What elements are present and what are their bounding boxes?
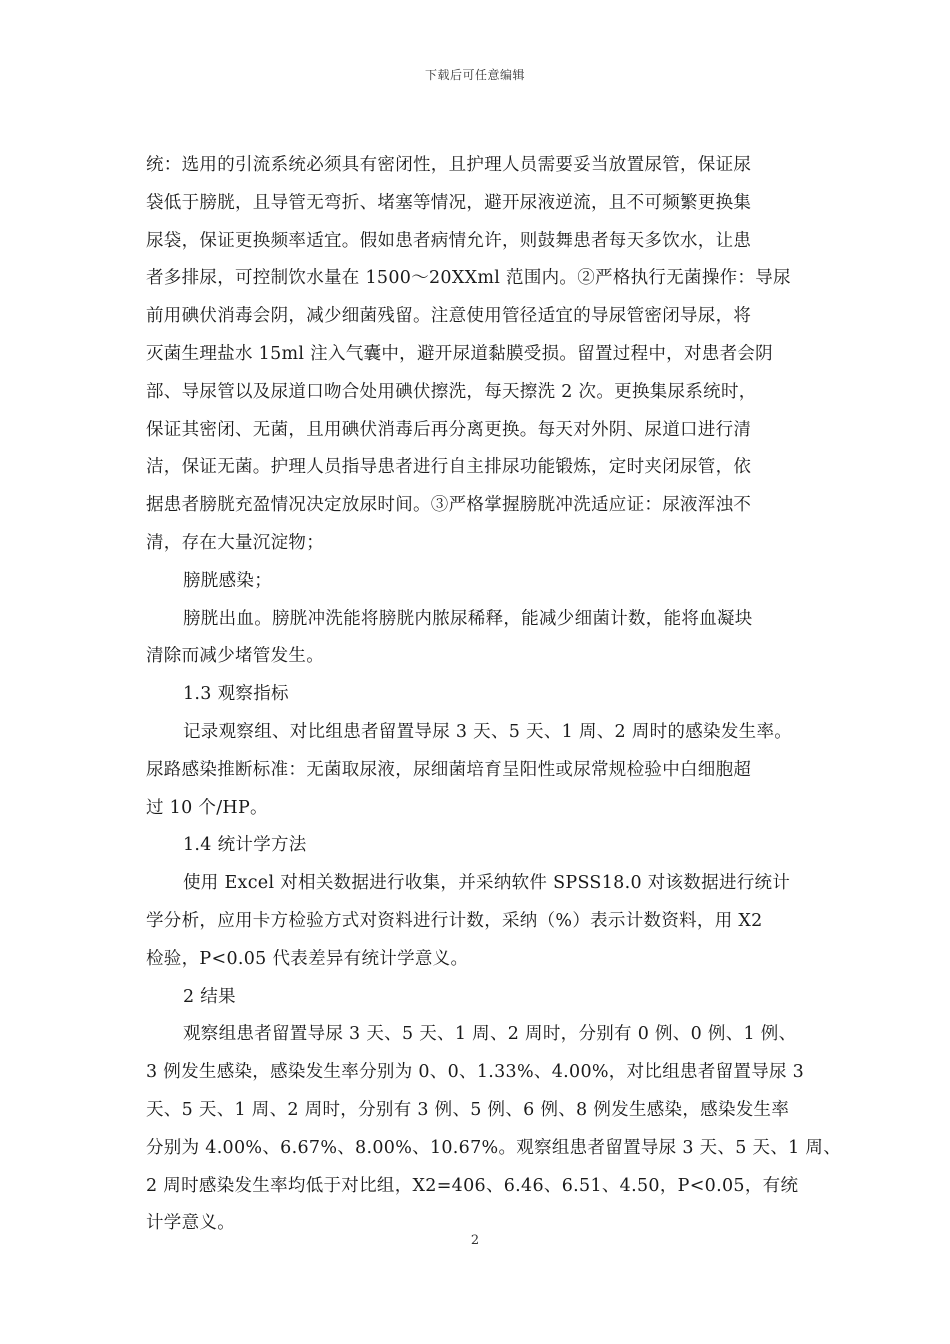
text-line: 使用 Excel 对相关数据进行收集，并采纳软件 SPSS18.0 对该数据进行统计: [183, 873, 791, 894]
text-line: 2 周时感染发生率均低于对比组，X2=406、6.46、6.51、4.50，P<0.05，有统: [146, 1175, 799, 1196]
text-line: 过 10 个/HP。: [146, 797, 268, 818]
text-line: 据患者膀胱充盈情况决定放尿时间。③严格掌握膀胱冲洗适应证：尿液浑浊不: [146, 495, 752, 516]
text-line: 1.4 统计学方法: [183, 835, 307, 856]
text-line: 统：选用的引流系统必须具有密闭性，且护理人员需要妥当放置尿管，保证尿: [146, 155, 752, 175]
page-number: 2: [470, 1233, 480, 1248]
text-line: 观察组患者留置导尿 3 天、5 天、1 周、2 周时，分别有 0 例、0 例、1 例、: [183, 1024, 797, 1045]
paragraph: [146, 714, 808, 827]
text-line: 膀胱出血。膀胱冲洗能将膀胱内脓尿稀释，能减少细菌计数，能将血凝块: [183, 608, 753, 629]
text-line: 1.3 观察指标: [183, 684, 289, 705]
text-line: 前用碘伏消毒会阴，减少细菌残留。注意使用管径适宜的导尿管密闭导尿，将: [146, 306, 752, 327]
text-line: 袋低于膀胱，且导管无弯折、堵塞等情况，避开尿液逆流，且不可频繁更换集: [146, 192, 752, 213]
paragraph: [146, 1016, 842, 1243]
text-line: 尿袋，保证更换频率适宜。假如患者病情允许，则鼓舞患者每天多饮水，让患: [146, 230, 752, 251]
text-line: 洁，保证无菌。护理人员指导患者进行自主排尿功能锻炼，定时夹闭尿管，依: [146, 457, 752, 478]
text-line: 检验，P<0.05 代表差异有统计学意义。: [146, 948, 469, 969]
document-body: [146, 147, 842, 1243]
text-line: 膀胱感染；: [183, 570, 272, 591]
text-line: 3 例发生感染，感染发生率分别为 0、0、1.33%、4.00%，对比组患者留置导尿 3: [146, 1062, 805, 1083]
text-line: 计学意义。: [146, 1213, 235, 1234]
text-line: 尿路感染推断标准：无菌取尿液，尿细菌培育呈阳性或尿常规检验中白细胞超: [146, 759, 752, 780]
paragraph: [146, 147, 808, 563]
text-line: 2 结果: [183, 986, 236, 1007]
text-line: 部、导尿管以及尿道口吻合处用碘伏擦洗，每天擦洗 2 次。更换集尿系统时，: [146, 381, 757, 402]
section-heading: [146, 676, 808, 714]
paragraph: [146, 601, 808, 677]
text-line: 学分析，应用卡方检验方式对资料进行计数，采纳（%）表示计数资料，用 X2: [146, 910, 763, 931]
text-line: 记录观察组、对比组患者留置导尿 3 天、5 天、1 周、2 周时的感染发生率。: [183, 721, 793, 742]
text-line: 者多排尿，可控制饮水量在 1500～20XXml 范围内。②严格执行无菌操作：导尿: [146, 268, 791, 289]
text-line: 清除而减少堵管发生。: [146, 646, 324, 667]
paragraph: [146, 865, 808, 978]
text-line: 分别为 4.00%、6.67%、8.00%、10.67%。观察组患者留置导尿 3 天、5 天、1 周、: [146, 1137, 842, 1158]
text-line: 天、5 天、1 周、2 周时，分别有 3 例、5 例、6 例、8 例发生感染，感染发生率: [146, 1099, 790, 1120]
text-line: 灭菌生理盐水 15ml 注入气囊中，避开尿道黏膜受损。留置过程中，对患者会阴: [146, 343, 773, 364]
section-heading: [146, 979, 808, 1017]
text-line: 清，存在大量沉淀物；: [146, 532, 324, 553]
page-header: 下载后可任意编辑: [424, 68, 525, 82]
text-line: 保证其密闭、无菌，且用碘伏消毒后再分离更换。每天对外阴、尿道口进行清: [146, 419, 752, 440]
paragraph: [146, 563, 808, 601]
section-heading: [146, 827, 808, 865]
